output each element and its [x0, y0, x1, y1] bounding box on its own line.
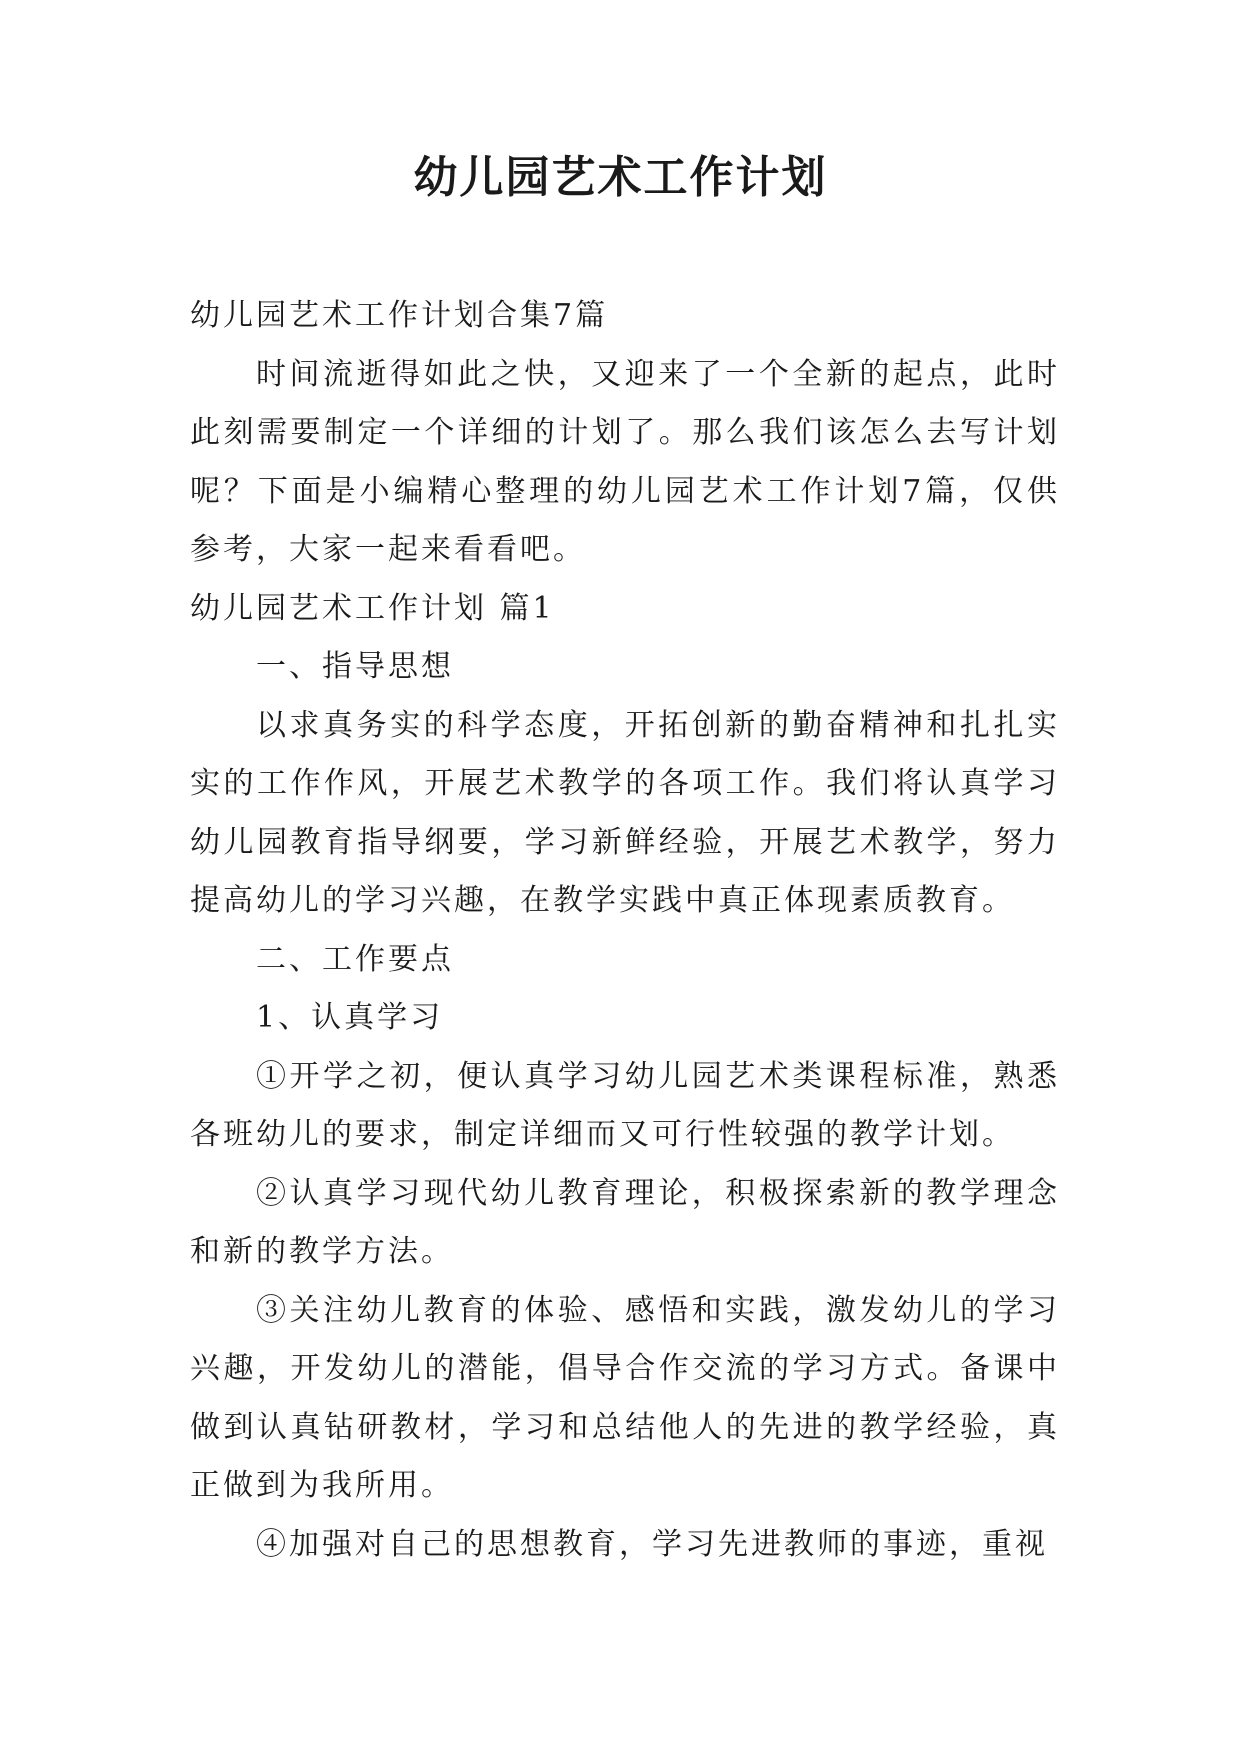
subheading-guiding-thought: 一、指导思想: [256, 649, 454, 684]
document-title: 幼儿园艺术工作计划: [413, 152, 828, 203]
subheading-work-points: 二、工作要点: [256, 941, 454, 977]
section-heading: 幼儿园艺术工作计划 篇1: [190, 590, 555, 626]
intro-paragraph: 时间流逝得如此之快，又迎来了一个全新的起点，此时此刻需要制定一个详细的计划了。那么我们该怎么去写计划呢？下面是小编精心整理的幼儿园艺术工作计划7篇，仅供参考，大家一起来看看吧。: [190, 356, 1060, 567]
guiding-thought-paragraph: 以求真务实的科学态度，开拓创新的勤奋精神和扎扎实实的工作作风，开展艺术教学的各项工作。我们将认真学习幼儿园教育指导纲要，学习新鲜经验，开展艺术教学，努力提高幼儿的学习兴趣，在教学实践中真正体现素质教育。: [190, 707, 1060, 918]
collection-heading: 幼儿园艺术工作计划合集7篇: [190, 298, 609, 333]
list-item-2: ②认真学习现代幼儿教育理论，积极探索新的教学理念和新的教学方法。: [190, 1175, 1060, 1269]
list-item-1: ①开学之初，便认真学习幼儿园艺术类课程标准，熟悉各班幼儿的要求，制定详细而又可行性较强的教学计划。: [190, 1058, 1060, 1152]
list-item-4: ④加强对自己的思想教育，学习先进教师的事迹，重视: [256, 1526, 1048, 1562]
document-body: [190, 287, 1060, 1574]
list-item-3: ③关注幼儿教育的体验、感悟和实践，激发幼儿的学习兴趣，开发幼儿的潜能，倡导合作交流的学习方式。备课中做到认真钻研教材，学习和总结他人的先进的教学经验，真正做到为我所用。: [190, 1292, 1060, 1503]
subheading-study: 1、认真学习: [256, 1000, 444, 1035]
